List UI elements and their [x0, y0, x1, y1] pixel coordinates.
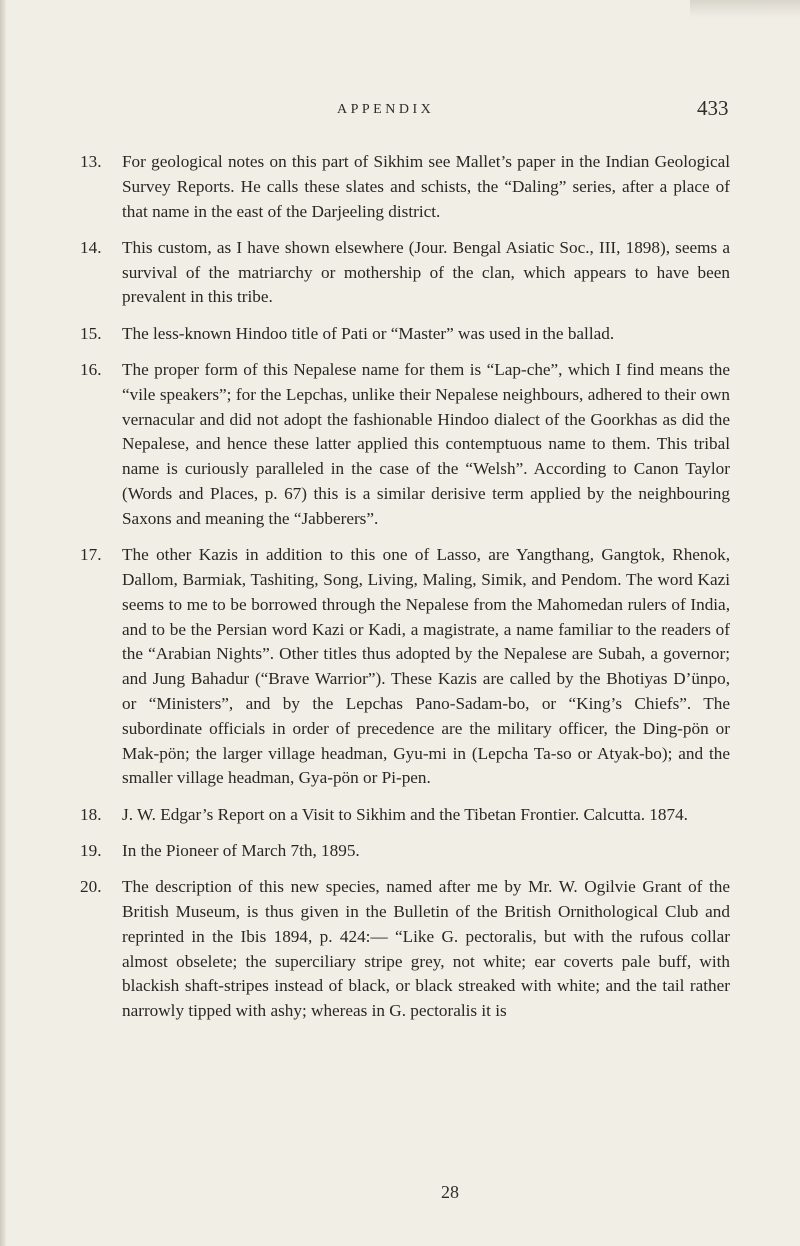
- note-text: J. W. Edgar’s Report on a Visit to Sikhim and the Tibetan Frontier. Calcutta. 1874.: [122, 804, 688, 824]
- page-corner-shadow: [690, 0, 800, 18]
- note-text: The other Kazis in addition to this one of Lasso, are Yangthang, Gangtok, Rhenok, Dallom, Barmiak, Tashiting, Song, Living, Maling, Simik, and Pendom. The word Kazi seems to me to be borrowed through the Nepalese from the Mahomedan rulers of India, and to be the Persian word Kazi or Kadi, a magistrate, a name familiar to the readers of the “Arabian Nights”. Other titles thus adopted by the Nepalese are Subah, a governor; and Jung Bahadur (“Brave Warrior”). These Kazis are called by the Bhotiyas D’ünpo, or “Ministers”, and by the Lepchas Pano-Sadam-bo, or “King’s Chiefs”. The subordinate officials in order of precedence are the military officer, the Ding-pön or Mak-pön; the larger village headman, Gyu-mi in (Lepcha Ta-so or Atyak-bo); and the smaller village headman, Gya-pön or Pi-pen.: [122, 545, 730, 788]
- page-number: 433: [697, 96, 729, 120]
- endnotes-list: [80, 150, 730, 1036]
- endnote-18: [80, 803, 730, 828]
- note-number: 14.: [80, 237, 102, 257]
- note-text: The description of this new species, named after me by Mr. W. Ogilvie Grant of the British Museum, is thus given in the Bulletin of the British Ornithological Club and reprinted in the Ibis 1894, p. 424:— “Like G. pectoralis, but with the rufous collar almost obselete; the superciliary stripe grey, not white; ear coverts pale buff, with blackish shaft-stripes instead of black, or black streaked with white; and the tail rather narrowly tipped with ashy; whereas in G. pectoralis it is: [122, 877, 730, 1021]
- endnote-19: [80, 839, 730, 864]
- note-number: 18.: [80, 804, 102, 824]
- endnote-14: [80, 236, 730, 310]
- signature-mark: 28: [441, 1182, 459, 1202]
- running-head: APPENDIX: [337, 102, 435, 117]
- note-number: 16.: [80, 360, 102, 380]
- page-edge-shadow: [0, 0, 6, 1246]
- note-number: 17.: [80, 545, 102, 565]
- endnote-15: [80, 322, 730, 347]
- note-text: The less-known Hindoo title of Pati or “Master” was used in the ballad.: [122, 323, 615, 343]
- note-text: The proper form of this Nepalese name for them is “Lap-che”, which I find means the “vile speakers”; for the Lepchas, unlike their Nepalese neighbours, adhered to their own vernacular and did not adopt the fashionable Hindoo dialect of the Goorkhas as did the Nepalese, and hence these latter applied this contemptuous name to them. This tribal name is curiously paralleled in the case of the “Welsh”. According to Canon Taylor (Words and Places, p. 67) this is a similar derisive term applied by the neighbouring Saxons and meaning the “Jabberers”.: [122, 360, 730, 528]
- endnote-20: [80, 875, 730, 1024]
- endnote-13: [80, 150, 730, 224]
- note-number: 15.: [80, 323, 102, 343]
- note-number: 19.: [80, 840, 102, 860]
- note-number: 13.: [80, 152, 102, 171]
- note-text: In the Pioneer of March 7th, 1895.: [122, 840, 360, 860]
- note-text: This custom, as I have shown elsewhere (Jour. Bengal Asiatic Soc., III, 1898), seems a survival of the matriarchy or mothership of the clan, which appears to have been prevalent in this tribe.: [122, 237, 730, 307]
- page-header: [0, 96, 800, 136]
- note-text: For geological notes on this part of Sikhim see Mallet’s paper in the Indian Geological Survey Reports. He calls these slates and schists, the “Daling” series, after a place of that name in the east of the Darjeeling district.: [122, 152, 730, 221]
- endnote-17: [80, 543, 730, 791]
- endnote-16: [80, 358, 730, 532]
- note-number: 20.: [80, 877, 102, 897]
